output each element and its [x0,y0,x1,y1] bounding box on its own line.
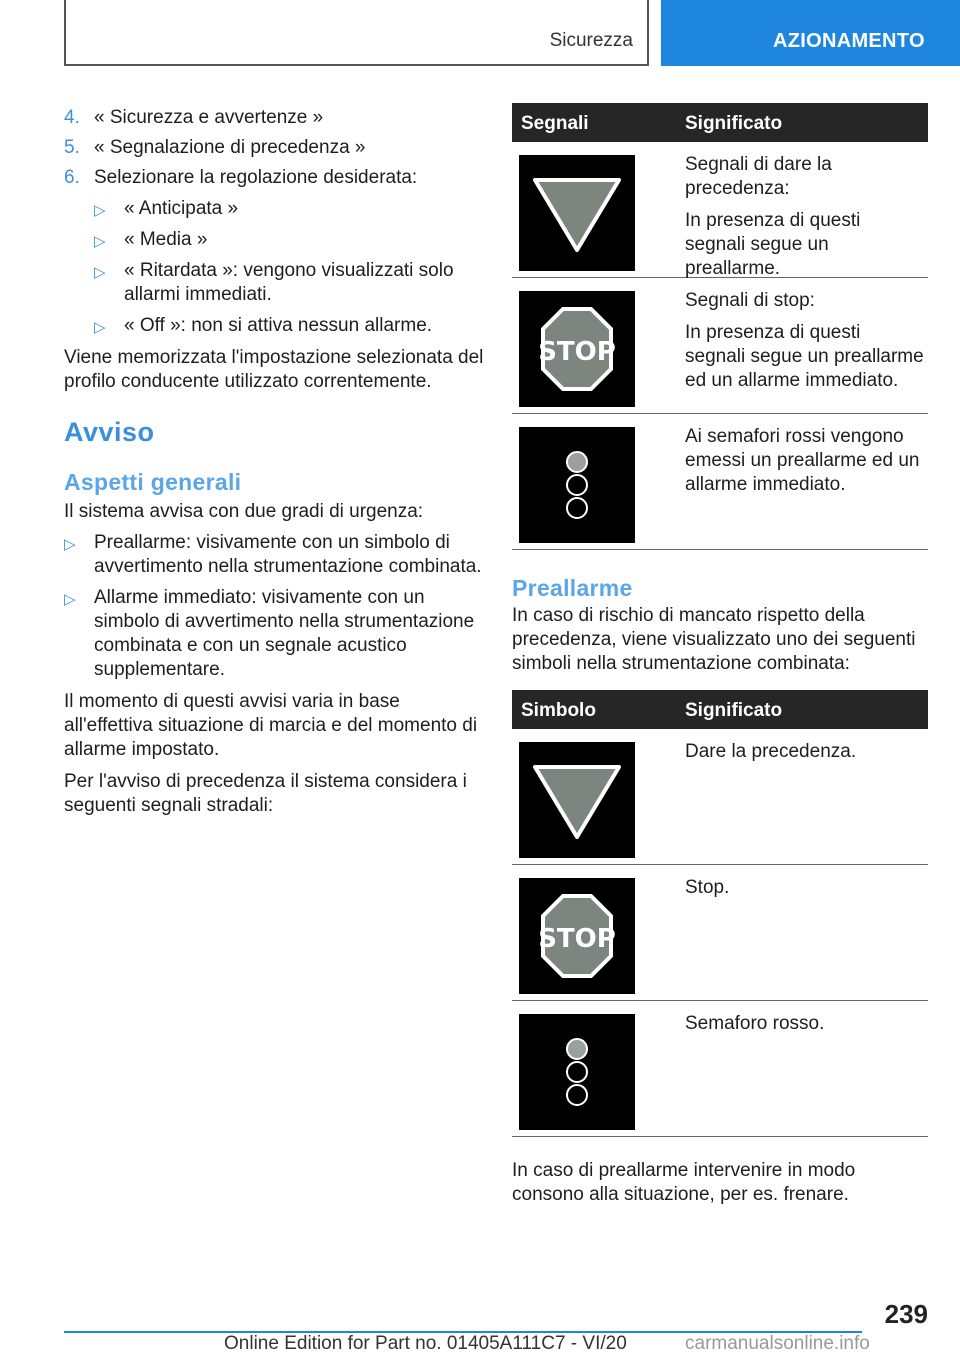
traffic-light-icon [519,427,635,543]
prealarm-text: In caso di rischio di mancato rispetto della precedenza, viene visualizzato uno dei seguenti simboli nella strumentazione combinata: [512,605,916,674]
option-media: ▷ « Media » [64,228,484,252]
prealarm-title: Preallarme [512,575,633,601]
stop-label: STOP [538,924,616,954]
intro-text: Il sistema avvisa con due gradi di urgenza: [64,501,424,522]
triangle-bullet-icon: ▷ [64,536,76,553]
step-6: 6. Selezionare la regolazione desiderata: [64,167,418,188]
table-row: Dare la precedenza. [512,729,928,865]
header-chapter-tab [661,0,960,66]
table-signs-header: Segnali Significato [512,103,928,142]
subsection-title: Aspetti generali [64,469,242,495]
triangle-bullet-icon: ▷ [94,202,106,219]
step-4: 4. « Sicurezza e avvertenze » [64,107,324,128]
left-column [64,100,484,818]
header-section-box [64,0,649,66]
signs-intro-text: Per l'avviso di precedenza il sistema considera i seguenti segnali stradali: [64,771,467,816]
option-off: ▷ « Off »: non si attiva nessun allarme. [64,314,484,338]
table-row: STOP Segnali di stop: In presenza di questi segnali segue un preallarme ed un allarme immediato. [512,278,928,414]
footer-edition: Online Edition for Part no. 01405A111C7 - VI/20 [224,1333,627,1354]
triangle-bullet-icon: ▷ [94,264,106,281]
stop-sign-icon [519,291,635,407]
timing-text: Il momento di questi avvisi varia in base all'effettiva situazione di marcia e del momento di allarme impostato. [64,691,478,760]
stop-label: STOP [538,337,616,367]
table-row: Semaforo rosso. [512,1001,928,1137]
traffic-light-icon [519,1014,635,1130]
bullet-allarme-immediato: ▷ Allarme immediato: visivamente con un simbolo di avvertimento nella strumentazione combinata e con un segnale acustico supplementare. [64,587,475,680]
table-row: Segnali di dare la precedenza: In presenza di questi segnali segue un preallarme. [512,142,928,278]
triangle-bullet-icon: ▷ [94,233,106,250]
option-anticipata: ▷ « Anticipata » [64,197,484,221]
triangle-bullet-icon: ▷ [64,591,76,608]
closing-text: In caso di preallarme intervenire in modo consono alla situazione, per es. frenare. [512,1160,856,1205]
stop-sign-icon [519,878,635,994]
right-column [512,103,928,1207]
table-symbols-header: Simbolo Significato [512,690,928,729]
table-row: STOP Stop. [512,865,928,1001]
yield-sign-icon [519,155,635,271]
option-ritardata: ▷ « Ritardata »: vengono visualizzati solo allarmi immediati. [94,260,454,305]
memo-text: Viene memorizzata l'impostazione selezionata del profilo conducente utilizzato correntemente. [64,347,484,392]
header-chapter-title: AZIONAMENTO [773,30,925,52]
table-row: Ai semafori rossi vengono emessi un preallarme ed un allarme immediato. [512,414,928,550]
section-title: Avviso [64,417,155,447]
footer-watermark: carmanualsonline.info [685,1333,870,1354]
page-number: 239 [884,1299,928,1329]
header-section-title: Sicurezza [549,30,633,51]
yield-sign-icon [519,742,635,858]
bullet-preallarme: ▷ Preallarme: visivamente con un simbolo di avvertimento nella strumentazione combinata. [64,532,482,577]
step-5: 5. « Segnalazione di precedenza » [64,137,366,158]
triangle-bullet-icon: ▷ [94,319,106,336]
